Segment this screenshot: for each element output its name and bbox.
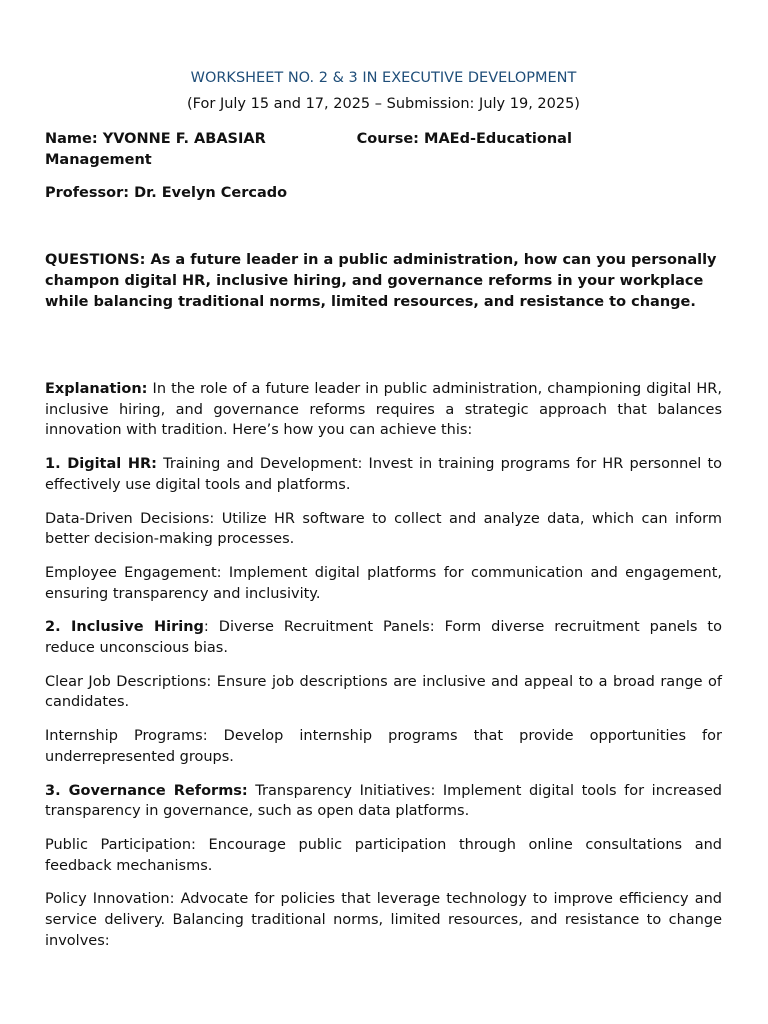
governance-label: 3. Governance Reforms: [45,782,248,799]
digital-hr-paragraph [45,454,722,495]
policy-innovation-paragraph: Policy Innovation: Advocate for policies that leverage technology to improve efficiency and service delivery. Balancing traditional norms, limited resources, and resistance to change involves: [45,891,722,949]
governance-text: Transparency Initiatives: Implement digital tools for increased transparency in governance, such as open data platforms. [45,782,722,820]
employee-engagement-paragraph: Employee Engagement: Implement digital platforms for communication and engagement, ensuring transparency and inclusivity. [45,564,722,602]
course-continuation: Management [45,152,152,168]
explanation-text: In the role of a future leader in public administration, championing digital HR, inclusive hiring, and governance reforms requires a strategic approach that balances innovation with tradition. Here’s how you can achieve this: [45,381,722,439]
name-course-line: Name: YVONNE F. ABASIAR Course: MAEd-Educational [45,131,572,147]
internship-paragraph: Internship Programs: Develop internship programs that provide opportunities for underrepresented groups. [45,728,722,765]
digital-hr-text: Training and Development: Invest in training programs for HR personnel to effectively use digital tools and platforms. [45,456,722,493]
question-text: As a future leader in a public administration, how can you personally champon digital HR, inclusive hiring, and governance reforms in your workplace while balancing traditional norms, limited resources, and resistance to change. [45,252,717,310]
inclusive-hiring-text: : Diverse Recruitment Panels: Form diverse recruitment panels to reduce unconscious bias. [45,619,722,657]
explanation-label: Explanation: [45,381,148,397]
professor-line: Professor: Dr. Evelyn Cercado [45,185,288,201]
question-label: QUESTIONS: [45,252,146,268]
explanation-paragraph [45,379,722,441]
student-info [45,129,722,171]
answer-body [45,379,722,964]
clear-job-paragraph: Clear Job Descriptions: Ensure job descriptions are inclusive and appeal to a broad range of candidates. [45,673,722,711]
inclusive-hiring-label: 2. Inclusive Hiring [45,619,204,636]
worksheet-subtitle: (For July 15 and 17, 2025 – Submission: July 19, 2025) [187,96,580,112]
data-driven-paragraph: Data-Driven Decisions: Utilize HR software to collect and analyze data, which can inform better decision-making processes. [45,510,722,548]
worksheet-title: WORKSHEET NO. 2 & 3 IN EXECUTIVE DEVELOPMENT [190,70,577,86]
inclusive-hiring-paragraph [45,617,722,658]
public-participation-paragraph: Public Participation: Encourage public participation through online consultations and feedback mechanisms. [45,836,722,874]
governance-paragraph [45,781,722,822]
digital-hr-label: 1. Digital HR: [45,456,157,473]
question-block [45,250,722,313]
